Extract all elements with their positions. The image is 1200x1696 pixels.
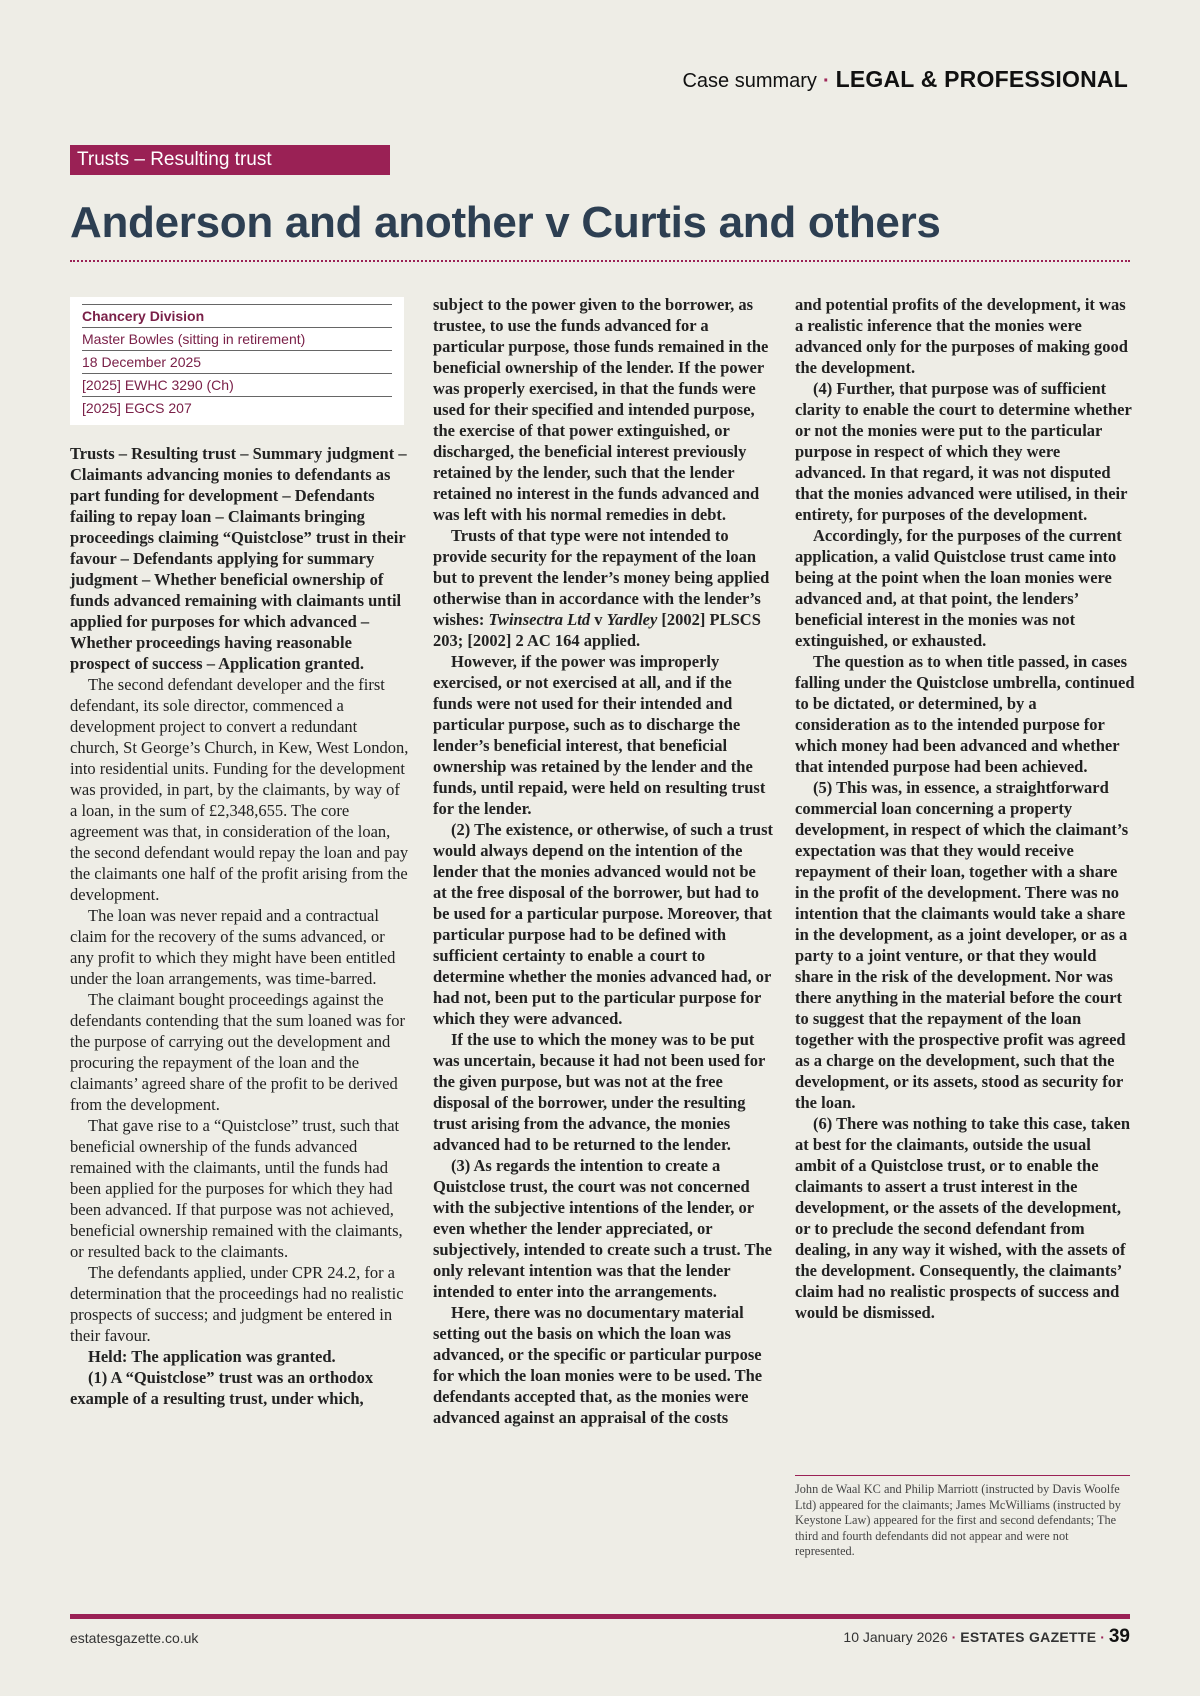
paragraph: If the use to which the money was to be put was uncertain, because it had not been used for the given purpose, but was not at the free disposal of the borrower, under the resulting trust arising from the advance, the monies advanced had to be returned to the lender.: [433, 1030, 766, 1154]
paragraph: That gave rise to a “Quistclose” trust, such that beneficial ownership of the funds advanced remained with the claimants, until the funds had been applied for the purposes for which they had been advanced. If that purpose was not achieved, beneficial ownership remained with the claimants, or resulted back to the claimants.: [70, 1116, 403, 1261]
paragraph: [433, 525, 773, 651]
case-date: 18 December 2025: [82, 350, 392, 373]
paragraph: (3) As regards the intention to create a Quistclose trust, the court was not concerned with the subjective intentions of the lender, or even whether the lender appreciated, or subjectively, intended to create such a trust. The only relevant intention was that the lender intended to enter into the arrangements.: [433, 1156, 772, 1301]
paragraph: The claimant bought proceedings against the defendants contending that the sum loaned was for the purpose of carrying out the development and procuring the repayment of the loan and the claimants’ agreed share of the profit to be derived from the development.: [70, 990, 405, 1114]
text-run: Trusts of that type were not intended to provide security for the repayment of the loan but to prevent the lender’s money being applied otherwise than in accordance with the lender’s wishes:: [433, 526, 770, 629]
footer-website: estatesgazette.co.uk: [70, 1630, 199, 1646]
footer-separator: ·: [1100, 1629, 1105, 1645]
case-egcs: [2025] EGCS 207: [82, 396, 392, 419]
column-1: [70, 443, 410, 1409]
case-name: Twinsectra Ltd: [488, 610, 591, 629]
footer-date: 10 January 2026: [843, 1629, 948, 1645]
counsel-credits: John de Waal KC and Philip Marriott (instructed by Davis Woolfe Ltd) appeared for the claimants; James McWilliams (instructed by Keystone Law) appeared for the first and second defendants; The third and fourth defendants did not appear and were not represented.: [795, 1475, 1130, 1560]
paragraph: and potential profits of the development, it was a realistic inference that the monies were advanced only for the purposes of making good the development.: [795, 295, 1128, 377]
paragraph: subject to the power given to the borrower, as trustee, to use the funds advanced for a particular purpose, those funds remained in the beneficial ownership of the lender. If the power was properly exercised, in that the funds were used for their specified and intended purpose, the exercise of that power extinguished, or discharged, the beneficial interest previously retained by the lender, such that the lender retained no interest in the funds advanced and was left with his normal remedies in debt.: [433, 295, 769, 524]
case-court: Chancery Division: [82, 304, 392, 327]
paragraph: (1) A “Quistclose” trust was an orthodox example of a resulting trust, under which,: [70, 1368, 374, 1408]
footer-publication: ESTATES GAZETTE: [960, 1629, 1097, 1645]
footer-divider: [70, 1614, 1130, 1619]
page-number: 39: [1108, 1626, 1130, 1647]
paragraph: (6) There was nothing to take this case, taken at best for the claimants, outside the usual ambit of a Quistclose trust, or to enable the claimants to assert a trust interest in the development, or the assets of the development, or to preclude the second defendant from dealing, in any way it wished, with the assets of the development. Consequently, the claimants’ claim had no realistic prospects of success and would be dismissed.: [795, 1114, 1131, 1322]
footer-separator: ·: [951, 1629, 957, 1645]
case-citation: [2025] EWHC 3290 (Ch): [82, 373, 392, 396]
paragraph: (4) Further, that purpose was of sufficient clarity to enable the court to determine whether or not the monies were put to the particular purpose in respect of which they were advanced. In that regard, it was not disputed that the monies advanced were utilised, in their entirety, for purposes of the development.: [795, 379, 1132, 524]
case-name: Yardley: [606, 610, 658, 629]
paragraph: However, if the power was improperly exercised, or not exercised at all, and if the funds were not used for their intended and particular purpose, such as to discharge the lender’s beneficial interest, that beneficial ownership was retained by the lender and the funds, until repaid, were held on resulting trust for the lender.: [433, 652, 766, 818]
footer-issue: [843, 1626, 1130, 1648]
case-judge: Master Bowles (sitting in retirement): [82, 327, 392, 350]
header-category: LEGAL & PROFESSIONAL: [835, 66, 1128, 92]
held-paragraph: Held: The application was granted.: [88, 1347, 336, 1366]
header-separator: ·: [822, 70, 830, 92]
header-section: Case summary: [682, 70, 817, 92]
running-header: [682, 66, 1128, 93]
paragraph: The loan was never repaid and a contractual claim for the recovery of the sums advanced, or any profit to which they might have been entitled under the loan arrangements, was time-barred.: [70, 906, 396, 988]
text-run: v: [590, 610, 607, 629]
column-3: [795, 294, 1135, 1323]
paragraph: Accordingly, for the purposes of the current application, a valid Quistclose trust came into being at the point when the loan monies were advanced and, at that point, the lenders’ beneficial interest in the monies was not extinguished, or exhausted.: [795, 526, 1122, 650]
topic-tag: Trusts – Resulting trust: [70, 145, 390, 175]
paragraph: (2) The existence, or otherwise, of such a trust would always depend on the intention of the lender that the monies advanced would not be at the free disposal of the borrower, but had to be used for a particular purpose. Moreover, that particular purpose had to be defined with sufficient certainty to enable a court to determine whether the monies advanced had, or had not, been put to the particular purpose for which they were advanced.: [433, 820, 774, 1028]
article-title: Anderson and another v Curtis and others: [70, 198, 941, 247]
case-info-box: [70, 297, 404, 425]
column-2: [433, 294, 773, 1428]
paragraph: The question as to when title passed, in cases falling under the Quistclose umbrella, continued to be dictated, or determined, by a consideration as to the intended purpose for which money had been advanced and whether that intended purpose had been achieved.: [795, 652, 1135, 776]
paragraph: The second defendant developer and the first defendant, its sole director, commenced a development project to convert a redundant church, St George’s Church, in Kew, West London, into residential units. Funding for the development was provided, in part, by the claimants, by way of a loan, in the sum of £2,348,655. The core agreement was that, in consideration of the loan, the second defendant would repay the loan and pay the claimants one half of the profit arising from the development.: [70, 675, 409, 904]
catchwords: Trusts – Resulting trust – Summary judgment – Claimants advancing monies to defendants as part funding for development – Defendants failing to repay loan – Claimants bringing proceedings claiming “Quistclose” trust in their favour – Defendants applying for summary judgment – Whether beneficial ownership of funds advanced remaining with claimants until applied for purposes for which advanced – Whether proceedings having reasonable prospect of success – Application granted.: [70, 444, 407, 673]
paragraph: The defendants applied, under CPR 24.2, for a determination that the proceedings had no realistic prospects of success; and judgment be entered in their favour.: [70, 1263, 404, 1345]
title-divider: [70, 260, 1130, 262]
text-run: [2002] PLSCS 203; [2002] 2 AC 164 applied.: [433, 610, 761, 650]
paragraph: Here, there was no documentary material setting out the basis on which the loan was advanced, or the specific or particular purpose for which the loan monies were to be used. The defendants accepted that, as the monies were advanced against an appraisal of the costs: [433, 1303, 763, 1427]
paragraph: (5) This was, in essence, a straightforward commercial loan concerning a property development, in respect of which the claimant’s expectation was that they would receive repayment of their loan, together with a share in the profit of the development. There was no intention that the claimants would take a share in the development, as a joint developer, or as a party to a joint venture, or that they would share in the risk of the development. Nor was there anything in the material before the court to suggest that the repayment of the loan together with the prospective profit was agreed as a charge on the development, such that the development, or its assets, stood as security for the loan.: [795, 778, 1129, 1112]
